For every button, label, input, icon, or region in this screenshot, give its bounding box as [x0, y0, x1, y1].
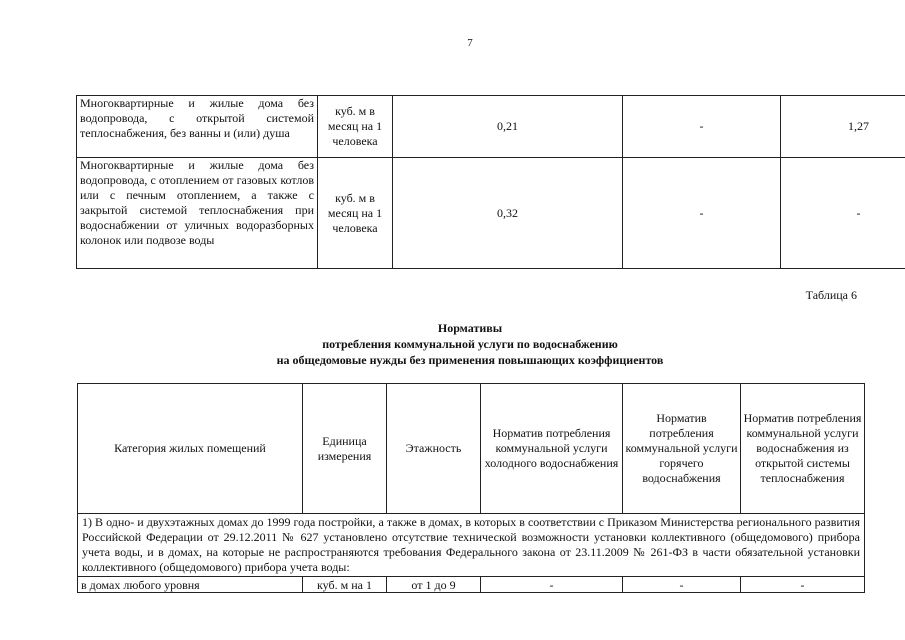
hot-water-value: - — [623, 577, 741, 593]
header-cold-water: Норматив потребления коммунальной услуги холодного водоснабжения — [481, 384, 623, 514]
open-system-value: - — [781, 158, 905, 269]
category-cell: Многоквартирные и жилые дома без водопровода, с открытой системой теплоснабжения, без ванны и (или) душа — [77, 96, 318, 158]
header-open-system: Норматив потребления коммунальной услуги водоснабжения из открытой системы теплоснабжения — [741, 384, 865, 514]
unit-cell: куб. м в месяц на 1 человека — [318, 96, 393, 158]
unit-cell: куб. м на 1 — [303, 577, 387, 593]
section-row — [78, 514, 865, 577]
cold-water-value: 0,32 — [393, 158, 623, 269]
cold-water-value: 0,21 — [393, 96, 623, 158]
floors-cell: от 1 до 9 — [387, 577, 481, 593]
header-category: Категория жилых помещений — [78, 384, 303, 514]
header-hot-water: Норматив потребления коммунальной услуги горячего водоснабжения — [623, 384, 741, 514]
unit-cell: куб. м в месяц на 1 человека — [318, 158, 393, 269]
table-row — [77, 96, 905, 158]
section-text: 1) В одно- и двухэтажных домах до 1999 года постройки, а также в домах, в которых в соответствии с Приказом Министерства регионального развития Российской Федерации от 29.12.2011 № 627 установлено отсутствие технической возможности установки коллективного (общедомового) прибора учета воды, и в домах, на которые не распространяются требования Федерального закона от 23.11.2009 № 261-ФЗ в части обязательной установки коллективного (общедомового) прибора учета воды: — [78, 514, 865, 577]
table-row — [77, 158, 905, 269]
table-title — [200, 320, 740, 368]
open-system-value: 1,27 — [781, 96, 905, 158]
cold-water-value: - — [481, 577, 623, 593]
hot-water-value: - — [623, 158, 781, 269]
title-line-1: Нормативы — [437, 321, 503, 335]
hot-water-value: - — [623, 96, 781, 158]
norms-table — [77, 383, 865, 593]
header-unit: Единица измерения — [303, 384, 387, 514]
header-floors: Этажность — [387, 384, 481, 514]
category-cell: Многоквартирные и жилые дома без водопровода, с отоплением от газовых котлов или с печным отоплением, а также с закрытой системой теплоснабжения при водоснабжении от уличных водоразборных колонок или подвозе воды — [77, 158, 318, 269]
table-row — [78, 577, 865, 593]
title-line-2: потребления коммунальной услуги по водоснабжению — [322, 337, 618, 351]
page-number: 7 — [467, 37, 473, 49]
title-line-3: на общедомовые нужды без применения повышающих коэффициентов — [276, 353, 664, 367]
table-header-row — [78, 384, 865, 514]
table-label: Таблица 6 — [805, 288, 857, 302]
category-cell: в домах любого уровня — [78, 577, 303, 593]
consumption-table-continued — [76, 95, 905, 269]
open-system-value: - — [741, 577, 865, 593]
